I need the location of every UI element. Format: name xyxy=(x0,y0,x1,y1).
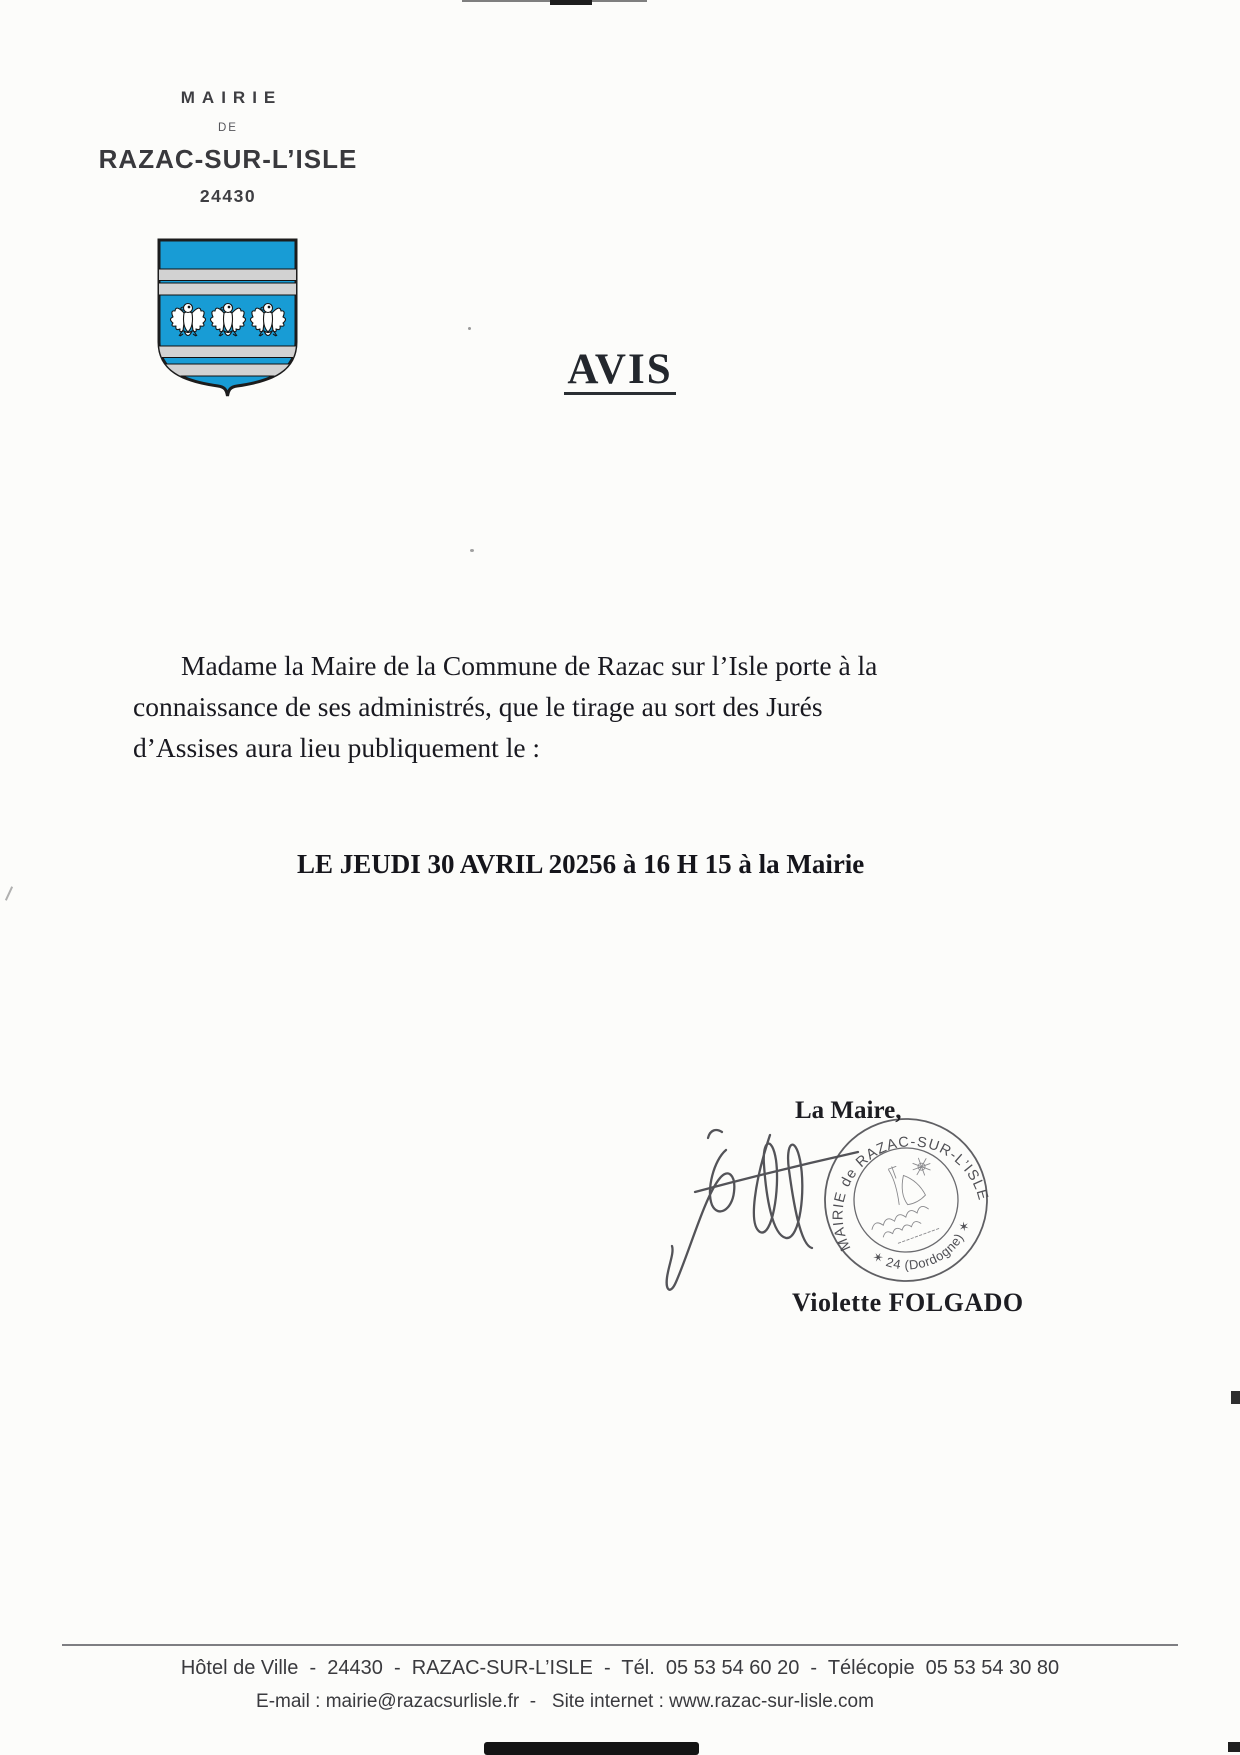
scan-speckle xyxy=(470,549,474,552)
letterhead-org: MAIRIE xyxy=(180,88,283,107)
scan-speckle xyxy=(5,886,13,900)
notice-title-text: AVIS xyxy=(564,348,675,395)
handwritten-signature xyxy=(640,1100,900,1310)
letterhead-commune: RAZAC-SUR-L’ISLE xyxy=(98,144,358,174)
footer-contact-line: E-mail : mairie@razacsurlisle.fr - Site internet : www.razac-sur-lisle.com xyxy=(256,1691,874,1712)
scan-artifact xyxy=(1228,1742,1240,1752)
footer-divider xyxy=(62,1644,1178,1646)
date-line: LE JEUDI 30 AVRIL 20256 à 16 H 15 à la Mairie xyxy=(297,849,865,879)
footer-address-line: Hôtel de Ville - 24430 - RAZAC-SUR-L’ISLE - Tél. 05 53 54 60 20 - Télécopie 05 53 54 30 80 xyxy=(180,1657,1060,1679)
paragraph-line: connaissance de ses administrés, que le tirage au sort des Jurés xyxy=(133,691,823,722)
sun-icon xyxy=(910,1155,933,1178)
scan-artifact xyxy=(1231,1391,1240,1404)
letterhead xyxy=(82,88,374,207)
signatory-role: La Maire, xyxy=(795,1097,902,1124)
scan-artifact xyxy=(550,0,592,5)
letterhead-of: DE xyxy=(218,122,238,134)
paragraph-line: d’Assises aura lieu publiquement le : xyxy=(133,732,541,763)
paragraph-line: Madame la Maire de la Commune de Razac sur l’Isle porte à la xyxy=(181,650,878,681)
scan-artifact xyxy=(484,1742,699,1755)
scan-speckle xyxy=(468,327,471,330)
stamp-arc-top-text: MAIRIE de RAZAC-SUR-L’ISLE xyxy=(830,1134,991,1254)
signatory-name: Violette FOLGADO xyxy=(792,1288,1024,1317)
body-paragraph xyxy=(133,645,973,768)
letterhead-postal-code: 24430 xyxy=(199,186,257,206)
notice-title xyxy=(0,348,1240,395)
eagle-icons xyxy=(171,304,286,337)
statue-figure xyxy=(897,1171,927,1206)
stamp-arc-bottom-text: ✶ 24 (Dordogne) ✶ xyxy=(869,1218,974,1273)
